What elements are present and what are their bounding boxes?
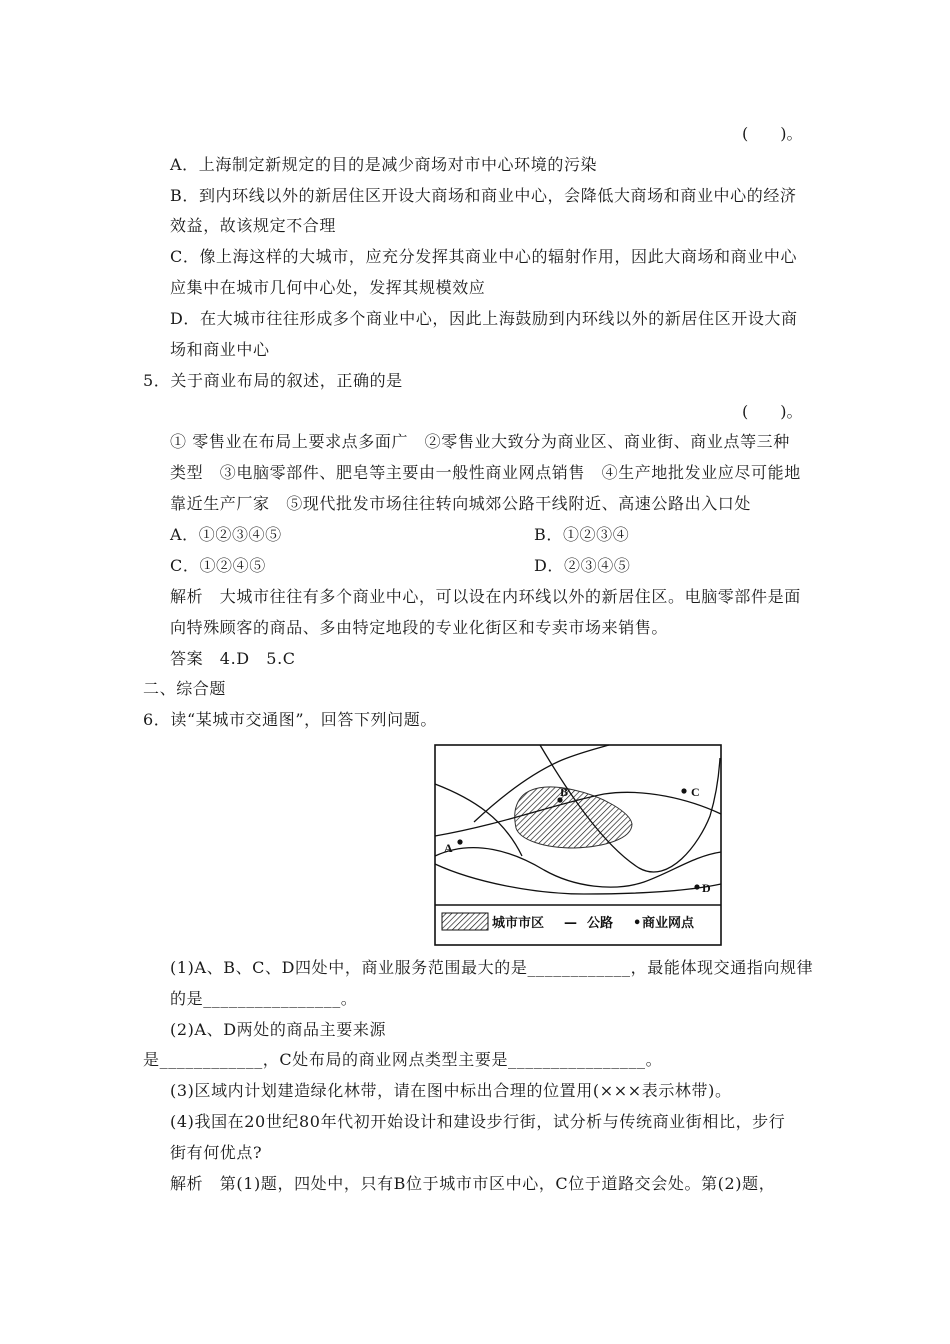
- section-heading: 二、综合题: [143, 679, 227, 698]
- q6-part3: (3)区域内计划建造绿化林带，请在图中标出合理的位置用(×××表示林带)。: [170, 1081, 732, 1100]
- q5-statement-line2: 类型 ③电脑零部件、肥皂等主要由一般性商业网点销售 ④生产地批发业应尽可能地: [170, 463, 801, 482]
- q6-part4-line2: 街有何优点?: [170, 1143, 263, 1162]
- q4-option-a: A．上海制定新规定的目的是减少商场对市中心环境的污染: [170, 155, 598, 174]
- q5-option-d: D．②③④⑤: [534, 556, 631, 575]
- label-a: A: [444, 841, 453, 855]
- q6-stem: 6．读“某城市交通图”，回答下列问题。: [143, 710, 437, 729]
- q5-statement-line3: 靠近生产厂家 ⑤现代批发市场往往转向城郊公路干线附近、高速公路出入口处: [170, 494, 752, 513]
- q4-option-d-line1: D．在大城市往往形成多个商业中心，因此上海鼓励到内环线以外的新居住区开设大商: [170, 309, 798, 328]
- outlet-dot-d: [694, 884, 699, 889]
- q6-part1-line1: (1)A、B、C、D四处中，商业服务范围最大的是____________，最能体现交通指向规律: [170, 958, 814, 977]
- q4-option-b-line2: 效益，故该规定不合理: [170, 216, 337, 235]
- q4-option-c-line2: 应集中在城市几何中心处，发挥其规模效应: [170, 278, 486, 297]
- q4-option-b-line1: B．到内环线以外的新居住区开设大商场和商业中心，会降低大商场和商业中心的经济: [170, 186, 797, 205]
- q4-option-d-line2: 场和商业中心: [170, 340, 270, 359]
- q5-statement-line1: ① 零售业在布局上要求点多面广 ②零售业大致分为商业区、商业街、商业点等三种: [170, 432, 790, 451]
- label-d: D: [702, 881, 711, 895]
- q4-option-c-line1: C．像上海这样的大城市，应充分发挥其商业中心的辐射作用，因此大商场和商业中心: [170, 247, 798, 266]
- q6-analysis: 解析 第(1)题，四处中，只有B位于城市市区中心，C位于道路交会处。第(2)题，: [170, 1174, 776, 1193]
- q5-option-a: A．①②③④⑤: [170, 525, 282, 544]
- label-b: B: [560, 785, 569, 799]
- q5-stem: 5．关于商业布局的叙述，正确的是: [143, 371, 403, 390]
- q6-part1-line2: 的是________________。: [170, 989, 358, 1008]
- outlet-dot-c: [681, 788, 686, 793]
- legend-outlet-label: 商业网点: [642, 916, 695, 931]
- q5-analysis-line2: 向特殊顾客的商品、多由特定地段的专业化街区和专卖市场来销售。: [170, 618, 669, 637]
- q4-answer-paren: ( )。: [742, 124, 803, 143]
- legend-urban-swatch: [442, 913, 488, 930]
- q5-option-c: C．①②④⑤: [170, 556, 266, 575]
- legend-urban-label: 城市市区: [492, 916, 545, 931]
- q5-answer-paren: ( )。: [742, 402, 803, 421]
- label-c: C: [691, 785, 700, 799]
- answer-line: 答案 4.D 5.C: [170, 649, 296, 668]
- q6-part4-line1: (4)我国在20世纪80年代初开始设计和建设步行街，试分析与传统商业街相比，步行: [170, 1112, 786, 1131]
- city-traffic-map: [434, 744, 722, 946]
- q5-option-b: B．①②③④: [534, 525, 630, 544]
- q6-part2-line2: 是____________，C处布局的商业网点类型主要是________________。: [143, 1050, 663, 1069]
- q6-part2-line1: (2)A、D两处的商品主要来源: [170, 1020, 387, 1039]
- legend-outlet-symbol: •: [633, 916, 642, 931]
- legend-road-symbol: —: [564, 916, 577, 931]
- outlet-dot-a: [457, 839, 462, 844]
- q5-analysis-line1: 解析 大城市往往有多个商业中心，可以设在内环线以外的新居住区。电脑零部件是面: [170, 587, 801, 606]
- legend-road-label: 公路: [587, 916, 614, 931]
